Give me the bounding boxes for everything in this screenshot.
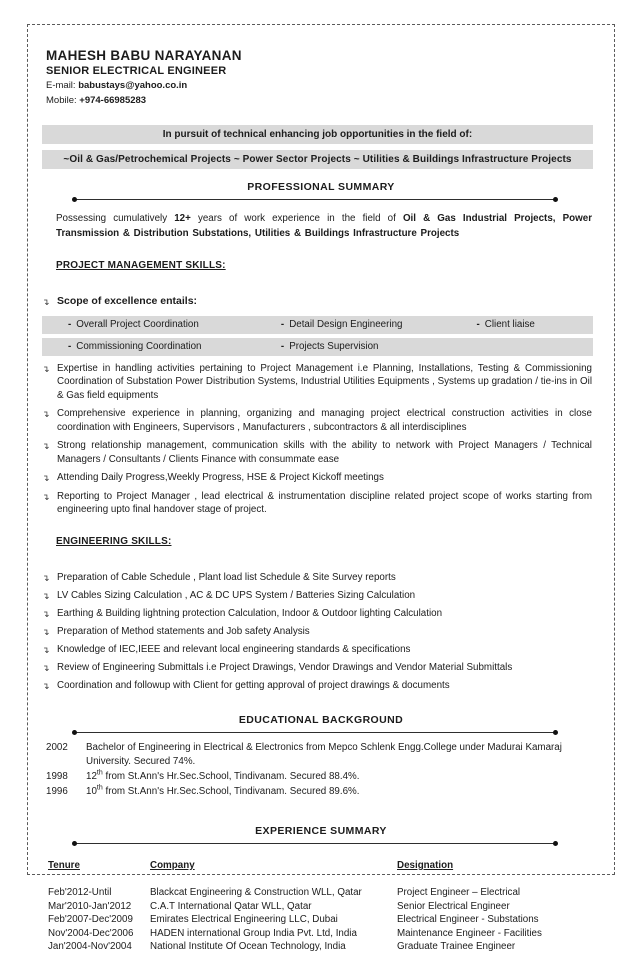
designation-cell: Project Engineer – Electrical [397,887,521,898]
mobile-line [46,94,600,107]
scope-item-label: Overall Project Coordination [76,318,199,330]
header [46,48,600,107]
education-heading: EDUCATIONAL BACKGROUND [238,714,404,726]
scope-item [279,341,475,352]
bullet-text: Coordination and followup with Client for getting approval of project drawings & documents [57,679,450,691]
scope-item-label: Detail Design Engineering [289,318,403,330]
pursuit-banner-line1: In pursuit of technical enhancing job opportunities in the field of: [42,125,593,144]
experience-heading: EXPERIENCE SUMMARY [255,825,387,837]
dash-icon: - [68,340,72,352]
tenure-cell: Feb'2007-Dec'2009 [48,914,133,925]
email-line [46,79,600,92]
education-text: 10 [86,786,97,797]
dash-icon: - [280,340,285,352]
bullet-icon: ↴ [42,409,50,419]
email-value: babustays@yahoo.co.in [78,80,188,91]
education-detail [86,785,592,799]
education-row [46,770,592,784]
project-management-bullets [42,362,600,517]
education-detail [86,741,592,769]
scope-item [279,319,475,330]
tenure-cell: Jan'2004-Nov'2004 [48,941,132,952]
list-item [42,439,592,466]
bullet-icon: ↴ [42,644,50,655]
section-rule [74,199,556,200]
list-item [42,661,592,675]
section-rule [74,732,556,733]
scope-item-label: Commissioning Coordination [76,340,202,352]
bullet-text: Strong relationship management, communication skills with the ability to network with Project Managers / Technical Managers / Consultants / Clients Finance with consummate ease [57,440,592,465]
education-text: Bachelor of Engineering in Electrical & Electronics from Mepco Schlenk Engg.College under Madurai Kamaraj University. Secured 74%. [86,742,562,767]
ordinal-suffix: th [96,784,103,792]
education-year: 1998 [46,771,68,782]
project-management-skills-heading: PROJECT MANAGEMENT SKILLS: [56,260,226,271]
bullet-text: Review of Engineering Submittals i.e Project Drawings, Vendor Drawings and Vendor Material Submittals [57,661,513,673]
education-text: 12 [86,771,97,782]
candidate-name: MAHESH BABU NARAYANAN [46,48,242,63]
scope-item [475,319,593,330]
bullet-text: Attending Daily Progress,Weekly Progress, HSE & Project Kickoff meetings [57,472,384,483]
education-year: 2002 [46,742,68,753]
email-label: E-mail: [46,80,79,91]
column-header-tenure: Tenure [48,860,80,871]
bullet-icon: ↴ [42,297,50,307]
table-row [48,886,600,900]
bullet-icon: ↴ [42,626,50,637]
ordinal-suffix: th [96,769,103,777]
bullet-icon: ↴ [42,590,50,601]
scope-title-bullet [42,295,592,309]
engineering-skills-heading: ENGINEERING SKILLS: [56,535,172,547]
professional-summary-paragraph [56,211,592,241]
experience-table [48,860,600,954]
candidate-job-title: SENIOR ELECTRICAL ENGINEER [46,65,227,77]
mobile-value: +974-66985283 [79,95,147,106]
dash-icon: - [68,318,72,330]
list-item [42,362,592,403]
education-text: from St.Ann's Hr.Sec.School, Tindivanam. Secured 89.6%. [102,786,360,797]
list-item [42,679,592,693]
bullet-icon: ↴ [42,662,50,673]
list-item [42,407,592,434]
bullet-text: Earthing & Building lightning protection Calculation, Indoor & Outdoor lighting Calculation [57,607,443,619]
bullet-text: Comprehensive experience in planning, organizing and managing project electrical construction activities in close coordination with Engineers, Supervisors , Manufacturers , subcontractors & all interdisciplines [57,408,592,433]
bullet-icon: ↴ [42,680,50,691]
pursuit-banner-line2: ~Oil & Gas/Petrochemical Projects ~ Power Sector Projects ~ Utilities & Buildings Infrastructure Projects [42,150,593,169]
bullet-text: Knowledge of IEC,IEEE and relevant local engineering standards & specifications [57,643,411,655]
dash-icon: - [280,318,285,330]
column-header-designation: Designation [397,860,454,871]
bullet-text: LV Cables Sizing Calculation , AC & DC UPS System / Batteries Sizing Calculation [57,589,416,601]
education-row [46,741,592,769]
scope-title: Scope of excellence entails: [57,295,198,307]
scope-item-empty [475,341,593,352]
scope-item [42,319,279,330]
experience-header-row [48,860,600,871]
bullet-text: Preparation of Method statements and Job safety Analysis [57,625,310,637]
company-cell: Emirates Electrical Engineering LLC, Dubai [150,914,338,925]
bullet-icon: ↴ [42,608,50,619]
table-row [48,940,600,954]
designation-cell: Graduate Trainee Engineer [397,941,516,952]
resume-sheet [27,24,615,952]
bullet-text: Reporting to Project Manager , lead electrical & instrumentation discipline related project scope of works starting from engineering upto final handover stage of project. [57,490,592,515]
summary-bold-fields: Oil & Gas Industrial Projects, Power Transmission & Distribution Substations, Utilities & Buildings Infrastructure Projects [56,213,593,239]
bullet-icon: ↴ [42,473,50,483]
table-row [48,927,600,941]
company-cell: Blackcat Engineering & Construction WLL, Qatar [150,887,362,898]
list-item [42,571,592,585]
engineering-bullets [42,571,600,693]
company-cell: National Institute Of Ocean Technology, India [150,941,346,952]
professional-summary-heading: PROFESSIONAL SUMMARY [247,181,395,193]
education-detail [86,770,592,784]
bullet-icon: ↴ [42,572,50,583]
designation-cell: Maintenance Engineer - Facilities [397,927,542,939]
summary-text: Possessing cumulatively [56,213,175,224]
scope-table [42,316,593,356]
designation-cell: Senior Electrical Engineer [397,900,510,912]
education-text: from St.Ann's Hr.Sec.School, Tindivanam. Secured 88.4%. [102,771,360,782]
education-rows [46,741,592,799]
company-cell: HADEN international Group India Pvt. Ltd, India [150,927,357,939]
table-row [48,900,600,914]
bullet-text: Expertise in handling activities pertaining to Project Management i.e Planning, Installations, Testing & Commissioning Coordination of Substation Power Distribution Systems, Industrial Utilities Equipments , Systems up gradation / tie-ins in Oil & Gas field equipments [57,362,592,401]
education-row [46,785,592,799]
designation-cell: Electrical Engineer - Substations [397,914,539,925]
scope-item-label: Projects Supervision [289,340,379,352]
education-year: 1996 [46,786,68,797]
bullet-icon: ↴ [42,491,50,502]
dash-icon: - [476,318,480,330]
summary-bold-years: 12+ [174,213,191,224]
list-item [42,490,592,517]
scope-item [42,341,279,352]
mobile-label: Mobile: [46,95,80,106]
bullet-icon: ↴ [42,363,50,374]
tenure-cell: Nov'2004-Dec'2006 [48,927,134,939]
section-rule [74,843,556,844]
scope-row [42,316,593,334]
bullet-text: Preparation of Cable Schedule , Plant load list Schedule & Site Survey reports [57,571,396,583]
column-header-company: Company [150,860,195,871]
summary-text: years of work experience in the field of [190,213,403,224]
list-item [42,643,592,657]
list-item [42,607,592,621]
company-cell: C.A.T International Qatar WLL, Qatar [150,900,312,912]
scope-item-label: Client liaise [484,318,535,330]
tenure-cell: Feb'2012-Until [48,887,112,898]
table-row [48,913,600,927]
tenure-cell: Mar'2010-Jan'2012 [48,900,132,912]
list-item [42,625,592,639]
list-item [42,471,592,485]
list-item [42,589,592,603]
bullet-icon: ↴ [42,441,50,451]
scope-row [42,338,593,356]
